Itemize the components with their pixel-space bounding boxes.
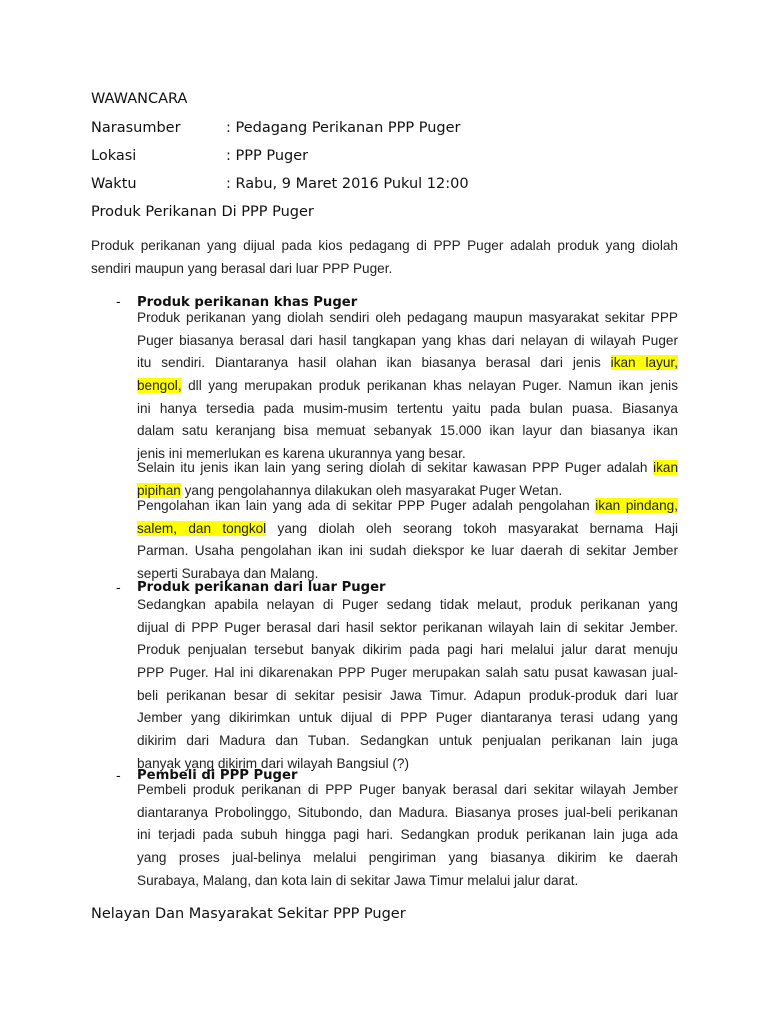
section-heading: Produk Perikanan Di PPP Puger [91,204,314,220]
text-segment: sendiri maupun yang berasal dari luar PPP Puger. [91,260,393,276]
bullet-heading: Produk perikanan khas Puger [137,295,358,310]
text-line [91,235,678,258]
text-line [137,662,678,685]
highlighted-text: pipihan [137,482,181,498]
text-line [137,707,678,730]
text-line [137,730,678,753]
document-title: WAWANCARA [91,91,188,107]
text-segment: yang proses jual-belinya melalui pengiriman yang biasanya dikirim ke daerah [137,850,678,866]
text-segment: Surabaya, Malang, dan kota lain di sekitar Jawa Timur melalui jalur darat. [137,872,579,888]
text-segment: ini terjadi pada subuh hingga pagi hari. Sedangkan produk perikanan lain juga ada [137,827,678,843]
text-segment: ini hanya tersedia pada musim-musim tertentu yaitu pada bulan puasa. Biasanya [137,400,678,416]
text-segment: dijual di PPP Puger berasal dari hasil sektor perikanan wilayah lain di sekitar Jember. [137,619,678,635]
text-segment: Produk penjualan tersebut banyak dikirim pada pagi hari melalui jalur darat menuju [137,642,678,658]
meta-label: Lokasi [91,148,137,164]
meta-label: Waktu [91,176,137,192]
text-line [137,420,678,443]
text-segment: Jember yang dikirimkan untuk dijual di PPP Puger diantaranya terasi udang yang [137,710,678,726]
bullet-paragraph [137,594,678,776]
text-segment: yang pengolahannya dilakukan oleh masyarakat Puger Wetan. [180,482,563,498]
text-segment: jenis ini memerlukan es karena ukurannya yang besar. [137,446,466,462]
text-line [137,352,678,375]
text-segment: Produk perikanan yang diolah sendiri oleh pedagang maupun masyarakat sekitar PPP [137,310,678,325]
meta-row-waktu [0,176,768,196]
bullet-heading: Pembeli di PPP Puger [137,768,298,783]
section-heading: Nelayan Dan Masyarakat Sekitar PPP Puger [91,906,406,922]
text-segment: seperti Surabaya dan Malang. [137,566,319,582]
bullet-heading: Produk perikanan dari luar Puger [137,580,386,595]
text-line [137,457,678,480]
highlighted-text: salem, dan tongkol [137,520,267,536]
text-segment: Selain itu jenis ikan lain yang sering diolah di sekitar kawasan PPP Puger adalah [137,460,654,475]
text-line [137,802,678,825]
text-segment: dalam satu keranjang bisa memuat sebanyak 15.000 ikan layur dan biasanya ikan [137,423,678,439]
meta-value: : PPP Puger [226,148,309,164]
text-line [137,540,678,563]
meta-value: : Rabu, 9 Maret 2016 Pukul 12:00 [226,176,469,192]
text-line [137,824,678,847]
text-segment: beli perikanan besar di sekitar pesisir Jawa Timur. Adapun produk-produk dari luar [137,687,678,703]
text-line [137,847,678,870]
text-line [137,639,678,662]
text-segment: PPP Puger. Hal ini dikarenakan PPP Puger merupakan salah satu pusat kawasan jual- [137,665,678,681]
bullet-paragraph [137,779,678,892]
intro-paragraph [91,235,678,280]
meta-row-lokasi [0,148,768,168]
text-line [137,307,678,330]
text-line [137,779,678,802]
highlighted-text: ikan layur, [610,355,678,371]
bullet-paragraph [137,307,678,466]
text-line [137,594,678,617]
text-segment: dll yang merupakan produk perikanan khas nelayan Puger. Namun ikan jenis [181,378,678,394]
text-line [137,870,678,893]
meta-value: : Pedagang Perikanan PPP Puger [226,120,461,136]
meta-label: Narasumber [91,120,181,136]
highlighted-text: ikan pindang, [595,498,678,513]
text-segment: Pengolahan ikan lain yang ada di sekitar PPP Puger adalah pengolahan [137,498,596,513]
highlighted-text: ikan [653,460,678,475]
text-line [137,495,678,518]
text-segment: Parman. Usaha pengolahan ikan ini sudah diekspor ke luar daerah di sekitar Jember [137,543,678,559]
text-segment: itu sendiri. Diantaranya hasil olahan ikan biasanya berasal dari jenis [137,355,611,371]
text-segment: Sedangkan apabila nelayan di Puger sedang tidak melaut, produk perikanan yang [137,597,678,612]
text-line [137,518,678,541]
bullet-marker: - [116,581,121,596]
bullet-paragraph [137,495,678,586]
text-segment: yang diolah oleh seorang tokoh masyarakat bernama Haji [266,520,678,536]
text-segment: Puger biasanya berasal dari hasil tangkapan yang khas dari nelayan di wilayah Puger [137,332,678,348]
text-segment: diantaranya Probolinggo, Situbondo, dan Madura. Biasanya proses jual-beli perikanan [137,804,678,820]
highlighted-text: bengol, [137,378,182,394]
bullet-marker: - [116,769,121,784]
text-line [137,375,678,398]
text-line [137,685,678,708]
bullet-marker: - [116,295,121,310]
text-segment: banyak yang dikirim dari wilayah Bangsiul (?) [137,755,410,771]
text-line [137,330,678,353]
text-line [91,258,678,281]
text-segment: Pembeli produk perikanan di PPP Puger banyak berasal dari sekitar wilayah Jember [137,782,678,797]
meta-row-narasumber [0,120,768,140]
text-line [137,398,678,421]
text-segment: dikirim dari Madura dan Tuban. Sedangkan untuk penjualan perikanan lain juga [137,733,678,749]
text-line [137,617,678,640]
text-segment: Produk perikanan yang dijual pada kios pedagang di PPP Puger adalah produk yang diolah [91,238,678,253]
